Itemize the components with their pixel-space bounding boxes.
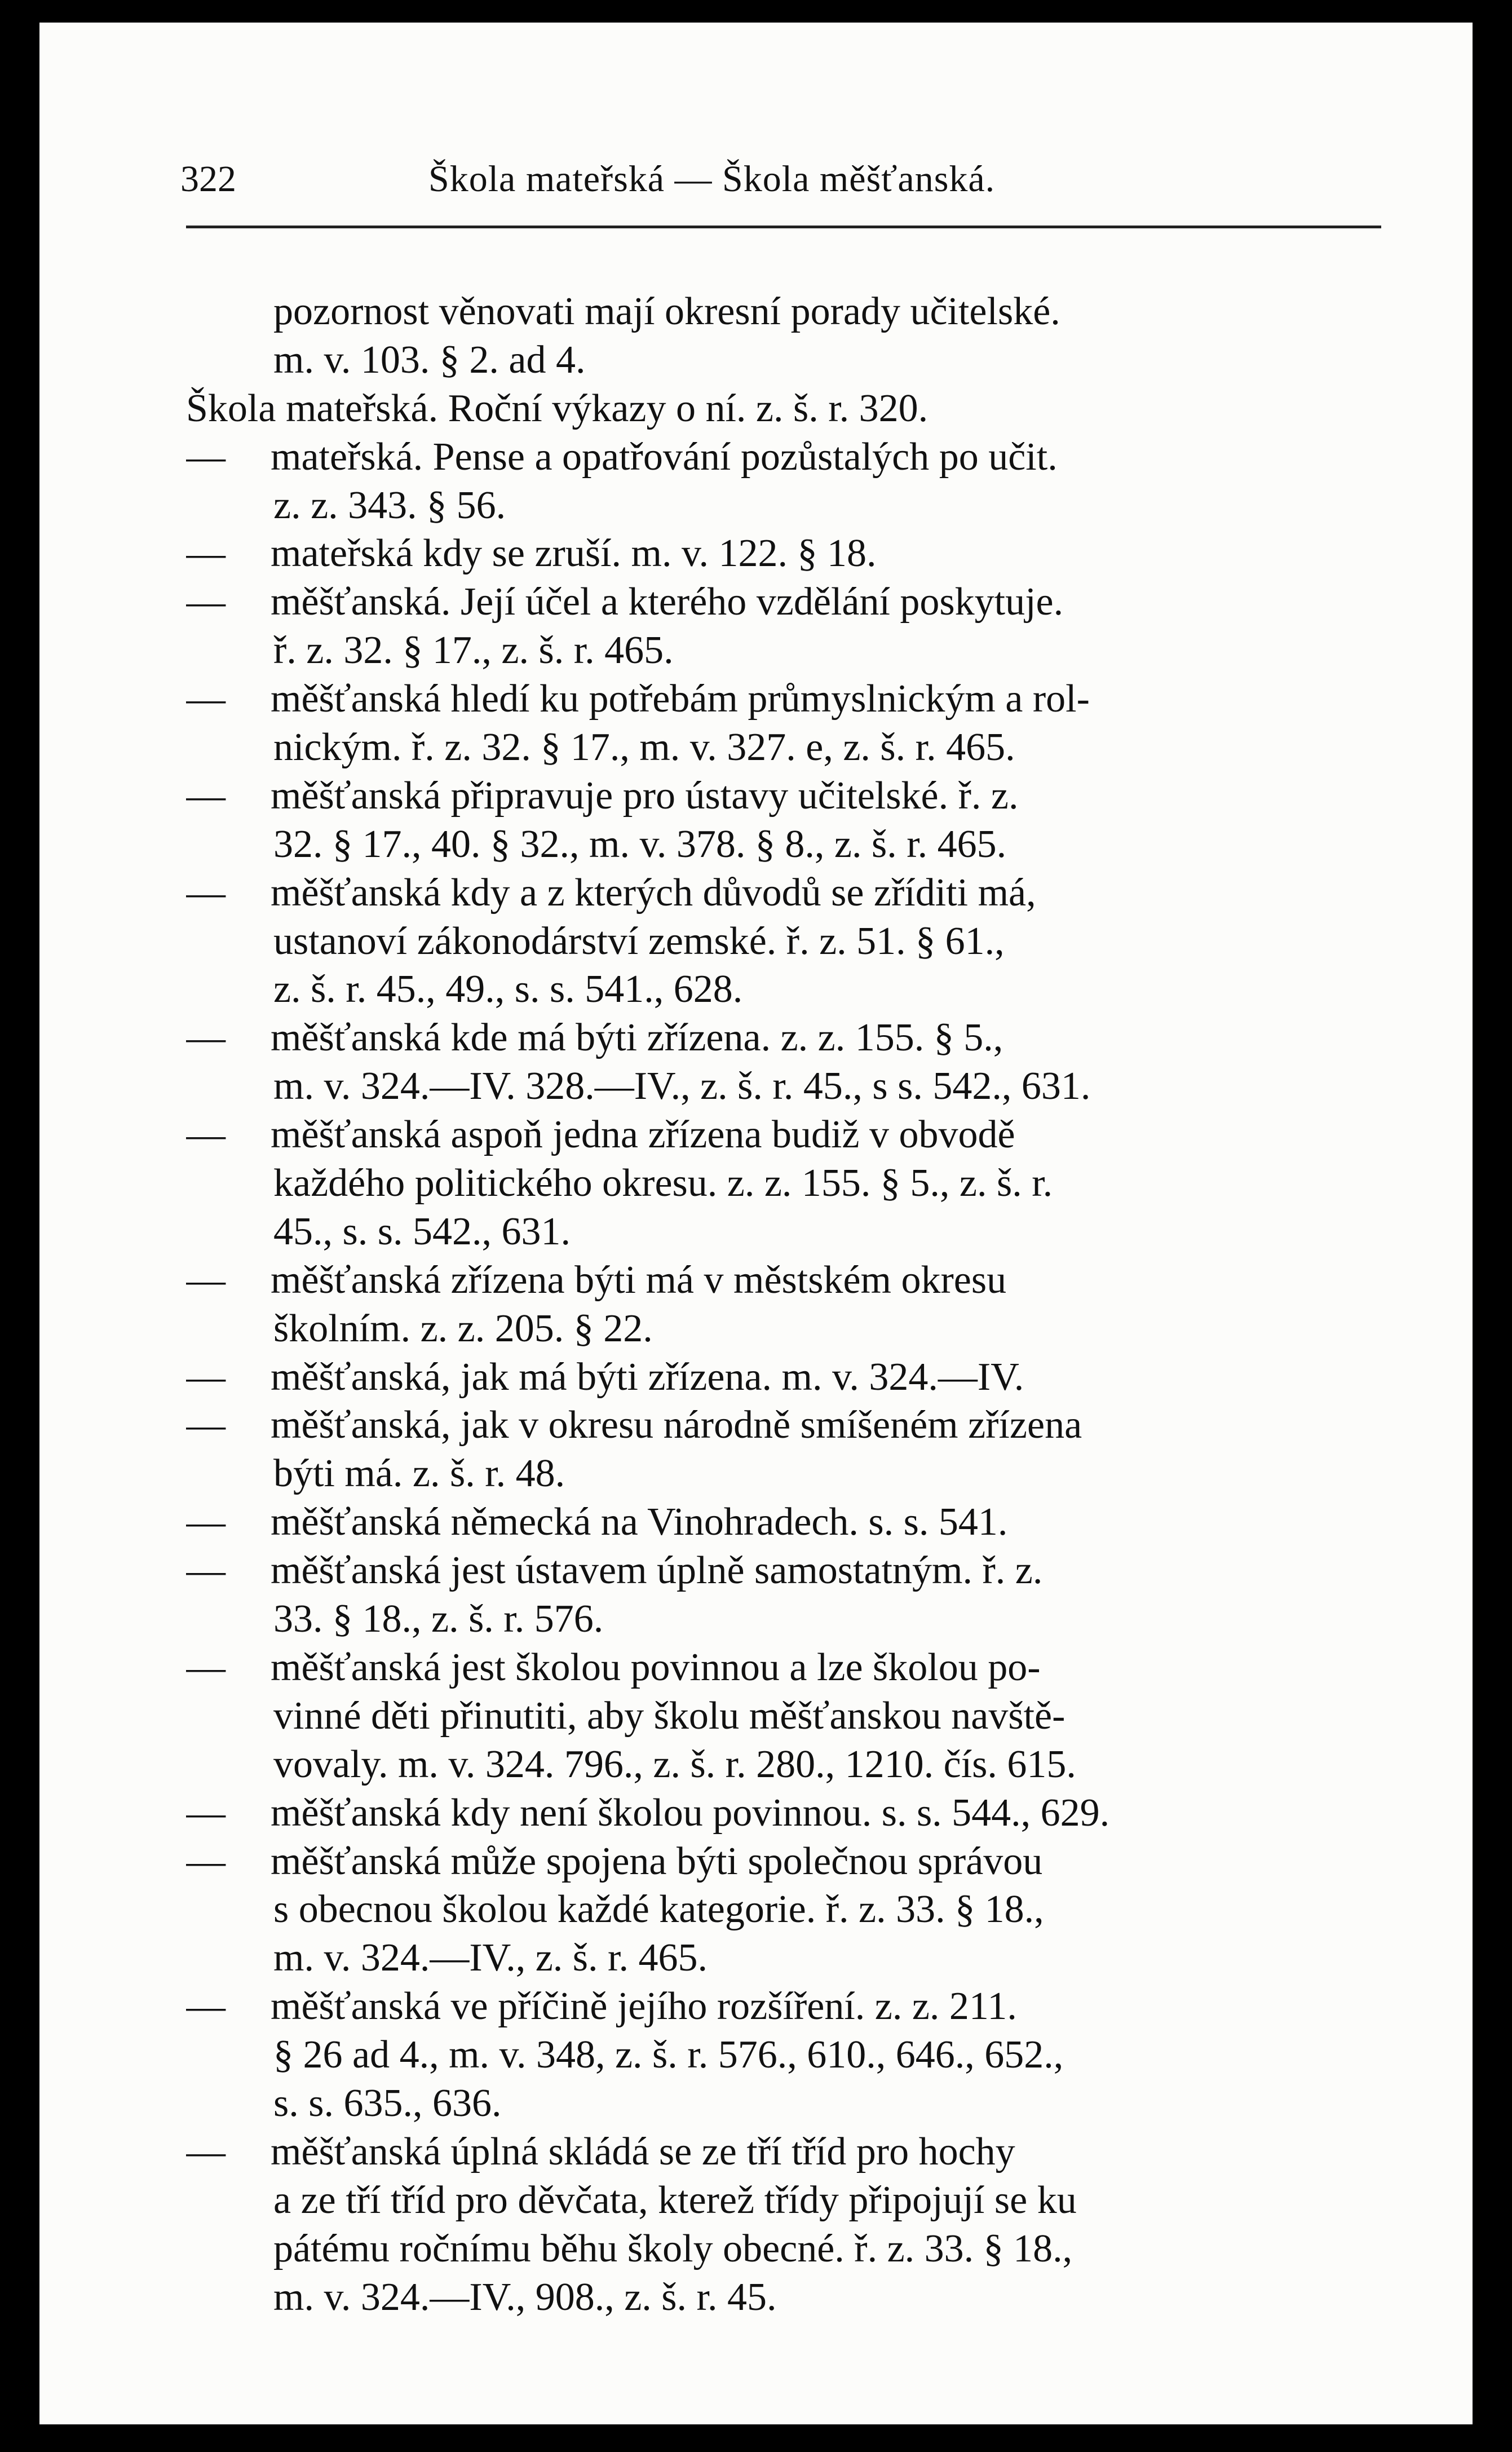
index-line (186, 578, 1387, 626)
entry-text: ř. z. 32. § 17., z. š. r. 465. (273, 629, 674, 673)
index-line (186, 1014, 1387, 1062)
page-header (180, 158, 1392, 209)
entry-dash: — (186, 677, 226, 721)
index-line (186, 1885, 1387, 1934)
entry-text: měšťanská, jak v okresu národně smíšeném zřízena (271, 1403, 1082, 1447)
entry-text: každého politického okresu. z. z. 155. § 5., z. š. r. (273, 1161, 1053, 1205)
index-line (186, 1740, 1387, 1789)
entry-dash: — (186, 871, 226, 914)
index-line (186, 1159, 1387, 1208)
entry-dash: — (186, 1839, 226, 1883)
index-line (186, 1353, 1387, 1402)
index-entries (186, 288, 1387, 2321)
entry-dash: — (186, 2130, 226, 2173)
entry-text: měšťanská německá na Vinohradech. s. s. 541. (271, 1500, 1008, 1544)
entry-text: měšťanská zřízena býti má v městském okresu (271, 1258, 1007, 1302)
entry-text: měšťanská úplná skládá se ze tří tříd pro hochy (271, 2130, 1015, 2173)
index-line (186, 820, 1387, 869)
index-line (186, 917, 1387, 966)
entry-text: měšťanská jest školou povinnou a lze školou po- (271, 1645, 1041, 1689)
entry-text: nickým. ř. z. 32. § 17., m. v. 327. e, z. š. r. 465. (273, 726, 1015, 770)
entry-text: měšťanská kdy není školou povinnou. s. s. 544., 629. (271, 1791, 1110, 1835)
index-line (186, 481, 1387, 530)
index-line (186, 1450, 1387, 1498)
entry-dash: — (186, 1258, 226, 1302)
index-line (186, 723, 1387, 772)
entry-text: vovaly. m. v. 324. 796., z. š. r. 280., 1210. čís. 615. (273, 1742, 1076, 1786)
index-line (186, 1062, 1387, 1111)
entry-dash: — (186, 1985, 226, 2029)
entry-text: s. s. 635., 636. (273, 2081, 502, 2125)
entry-text: m. v. 324.—IV. 328.—IV., z. š. r. 45., s s. 542., 631. (273, 1064, 1091, 1108)
index-line (186, 433, 1387, 481)
entry-dash: — (186, 435, 226, 479)
index-line (186, 2273, 1387, 2322)
entry-text: § 26 ad 4., m. v. 348, z. š. r. 576., 610., 646., 652., (273, 2033, 1064, 2077)
index-line (186, 2079, 1387, 2128)
entry-text: býti má. z. š. r. 48. (273, 1452, 565, 1496)
book-page (39, 23, 1473, 2424)
entry-text: měšťanská může spojena býti společnou správou (271, 1839, 1043, 1883)
entry-text: Škola mateřská. Roční výkazy o ní. z. š. r. 320. (186, 386, 929, 430)
entry-dash: — (186, 1016, 226, 1060)
index-line (186, 529, 1387, 578)
index-line (186, 2031, 1387, 2079)
entry-text: 32. § 17., 40. § 32., m. v. 378. § 8., z. š. r. 465. (273, 822, 1007, 866)
entry-dash: — (186, 532, 226, 576)
index-line (186, 869, 1387, 917)
entry-text: pozornost věnovati mají okresní porady učitelské. (273, 290, 1060, 333)
entry-text: pátému ročnímu běhu školy obecné. ř. z. 33. § 18., (273, 2226, 1073, 2270)
index-line (186, 626, 1387, 675)
entry-dash: — (186, 1500, 226, 1544)
entry-text: a ze tří tříd pro děvčata, kterež třídy připojují se ku (273, 2178, 1077, 2222)
index-line (186, 1256, 1387, 1305)
index-line (186, 965, 1387, 1014)
index-line (186, 1305, 1387, 1353)
entry-text: měšťanská hledí ku potřebám průmyslnickým a rol- (271, 677, 1090, 721)
index-line (186, 1595, 1387, 1643)
running-title: Škola mateřská — Škola měšťanská. (428, 158, 996, 200)
entry-text: měšťanská ve příčině jejího rozšíření. z. z. 211. (271, 1985, 1017, 2029)
entry-text: ustanoví zákonodárství zemské. ř. z. 51. § 61., (273, 919, 1005, 963)
entry-dash: — (186, 1549, 226, 1593)
entry-text: z. z. 343. § 56. (273, 483, 506, 527)
entry-text: 33. § 18., z. š. r. 576. (273, 1597, 604, 1641)
entry-dash: — (186, 1355, 226, 1399)
header-rule (186, 226, 1381, 228)
entry-text: školním. z. z. 205. § 22. (273, 1306, 653, 1350)
index-line (186, 1789, 1387, 1837)
page-number: 322 (180, 158, 236, 200)
entry-dash: — (186, 1645, 226, 1689)
entry-text: měšťanská, jak má býti zřízena. m. v. 324.—IV. (271, 1355, 1024, 1399)
index-line (186, 675, 1387, 723)
entry-dash: — (186, 1113, 226, 1157)
entry-text: měšťanská kdy a z kterých důvodů se zříditi má, (271, 871, 1036, 914)
entry-text: s obecnou školou každé kategorie. ř. z. 33. § 18., (273, 1888, 1044, 1932)
entry-text: m. v. 103. § 2. ad 4. (273, 338, 586, 382)
index-line (186, 385, 1387, 433)
entry-text: měšťanská aspoň jedna zřízena budiž v obvodě (271, 1113, 1015, 1157)
index-line (186, 2225, 1387, 2273)
entry-dash: — (186, 774, 226, 818)
entry-dash: — (186, 1791, 226, 1835)
entry-text: z. š. r. 45., 49., s. s. 541., 628. (273, 967, 743, 1011)
entry-text: mateřská. Pense a opatřování pozůstalých po učit. (271, 435, 1058, 479)
index-line (186, 288, 1387, 336)
entry-text: 45., s. s. 542., 631. (273, 1209, 571, 1253)
entry-text: měšťanská kde má býti zřízena. z. z. 155. § 5., (271, 1016, 1003, 1060)
entry-text: měšťanská připravuje pro ústavy učitelské. ř. z. (271, 774, 1019, 818)
entry-text: m. v. 324.—IV., z. š. r. 465. (273, 1936, 708, 1980)
index-line (186, 772, 1387, 820)
index-line (186, 2176, 1387, 2225)
entry-text: měšťanská jest ústavem úplně samostatným. ř. z. (271, 1549, 1043, 1593)
index-line (186, 1547, 1387, 1595)
entry-text: vinné děti přinutiti, aby školu měšťanskou navště- (273, 1694, 1066, 1738)
index-line (186, 2128, 1387, 2176)
index-line (186, 1837, 1387, 1886)
index-line (186, 1982, 1387, 2031)
index-line (186, 1934, 1387, 1982)
index-line (186, 1498, 1387, 1547)
entry-text: měšťanská. Její účel a kterého vzdělání poskytuje. (271, 580, 1064, 624)
index-line (186, 1111, 1387, 1159)
entry-text: m. v. 324.—IV., 908., z. š. r. 45. (273, 2275, 777, 2319)
index-line (186, 1208, 1387, 1256)
index-line (186, 1643, 1387, 1692)
index-line (186, 336, 1387, 385)
entry-text: mateřská kdy se zruší. m. v. 122. § 18. (271, 532, 877, 576)
index-line (186, 1692, 1387, 1740)
entry-dash: — (186, 1403, 226, 1447)
index-line (186, 1401, 1387, 1450)
entry-dash: — (186, 580, 226, 624)
